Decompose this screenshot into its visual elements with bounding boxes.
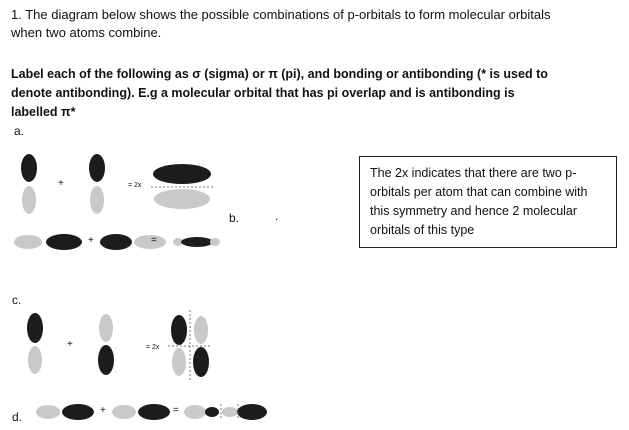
equals-d: = [173, 405, 179, 416]
orbital-a-result [151, 162, 213, 210]
plus-c: + [67, 339, 73, 350]
orbital-b-left [12, 232, 86, 252]
instruction-line-2: denote antibonding). E.g a molecular orbital that has pi overlap and is antibonding is [11, 86, 515, 100]
orbital-d-left [34, 402, 98, 422]
equals-b: = [151, 235, 157, 246]
equals-2x-a: = 2x [128, 182, 142, 189]
orbital-b-result [172, 234, 220, 250]
instruction-line-3: labelled π* [11, 105, 76, 119]
plus-d: + [100, 405, 106, 416]
note-box: The 2x indicates that there are two p-orbitals per atom that can combine with this symmetry and hence 2 molecular orbitals of this type [359, 156, 617, 248]
question-line-2: when two atoms combine. [11, 25, 162, 40]
plus-b: + [88, 235, 94, 246]
orbital-a-right [86, 150, 108, 220]
instruction-line-1: Label each of the following as σ (sigma) or π (pi), and bonding or antibonding (* is used to [11, 67, 548, 81]
stray-mark: . [275, 209, 279, 223]
part-a-label: a. [14, 124, 25, 138]
orbital-a-left [18, 150, 40, 220]
orbital-c-left [24, 308, 46, 378]
question-line-1: 1. The diagram below shows the possible combinations of p-orbitals to form molecular orbitals [11, 7, 551, 22]
orbital-b-right [98, 232, 172, 252]
orbital-d-right [110, 402, 174, 422]
part-d-label: d. [12, 410, 23, 424]
orbital-c-result [168, 310, 212, 380]
part-b-label: b. [229, 211, 240, 225]
equals-2x-c: = 2x [146, 344, 160, 351]
plus-a: + [58, 178, 64, 189]
orbital-c-right [95, 308, 117, 378]
orbital-d-result [182, 402, 268, 422]
part-c-label: c. [12, 293, 22, 307]
